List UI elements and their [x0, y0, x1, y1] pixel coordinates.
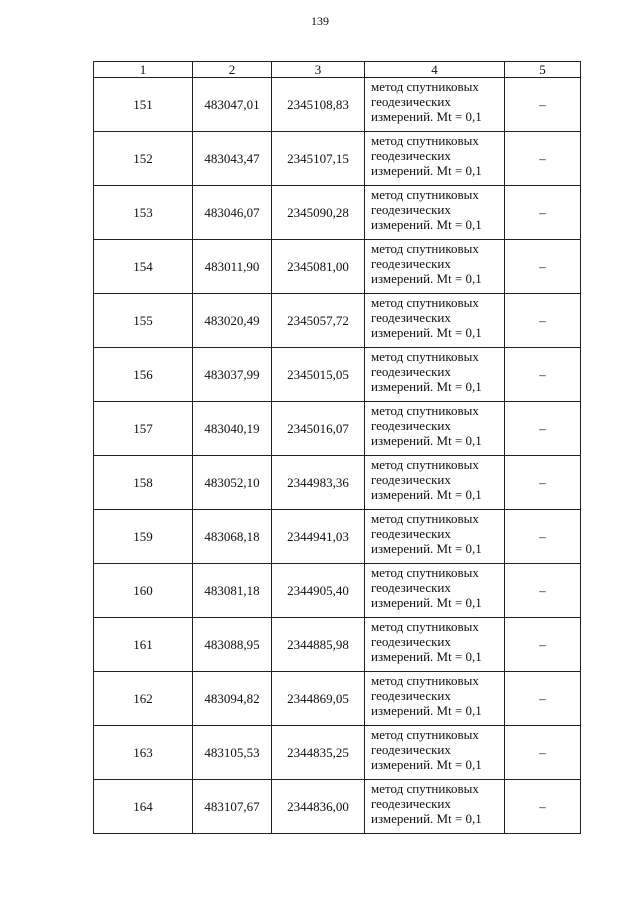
method-line: измерений. Mt = 0,1	[371, 595, 482, 610]
method-line: геодезических	[371, 526, 451, 541]
method-line: измерений. Mt = 0,1	[371, 271, 482, 286]
y-coordinate-cell: 2345057,72	[272, 294, 365, 348]
point-number-cell: 156	[94, 348, 193, 402]
coordinates-table	[93, 61, 581, 834]
note-cell: –	[505, 240, 581, 294]
point-number-cell: 163	[94, 726, 193, 780]
x-coordinate-cell: 483040,19	[193, 402, 272, 456]
method-line: метод спутниковых	[371, 565, 479, 580]
table-row	[94, 348, 581, 402]
x-coordinate-cell: 483047,01	[193, 78, 272, 132]
method-cell	[365, 510, 505, 564]
method-line: измерений. Mt = 0,1	[371, 217, 482, 232]
x-coordinate-cell: 483011,90	[193, 240, 272, 294]
method-line: метод спутниковых	[371, 457, 479, 472]
table-row	[94, 78, 581, 132]
method-cell	[365, 240, 505, 294]
method-cell	[365, 186, 505, 240]
table-row	[94, 402, 581, 456]
page-number: 139	[311, 14, 329, 28]
method-line: геодезических	[371, 472, 451, 487]
method-line: измерений. Mt = 0,1	[371, 487, 482, 502]
point-number-cell: 154	[94, 240, 193, 294]
point-number-cell: 160	[94, 564, 193, 618]
table-row	[94, 510, 581, 564]
method-line: метод спутниковых	[371, 349, 479, 364]
method-line: метод спутниковых	[371, 241, 479, 256]
table-row	[94, 456, 581, 510]
header-cell-5: 5	[505, 62, 581, 78]
method-line: измерений. Mt = 0,1	[371, 163, 482, 178]
method-line: измерений. Mt = 0,1	[371, 541, 482, 556]
point-number-cell: 152	[94, 132, 193, 186]
method-line: измерений. Mt = 0,1	[371, 649, 482, 664]
note-cell: –	[505, 348, 581, 402]
x-coordinate-cell: 483094,82	[193, 672, 272, 726]
note-cell: –	[505, 456, 581, 510]
y-coordinate-cell: 2344836,00	[272, 780, 365, 834]
method-line: геодезических	[371, 796, 451, 811]
method-line: геодезических	[371, 310, 451, 325]
point-number-cell: 151	[94, 78, 193, 132]
y-coordinate-cell: 2344983,36	[272, 456, 365, 510]
y-coordinate-cell: 2345016,07	[272, 402, 365, 456]
x-coordinate-cell: 483046,07	[193, 186, 272, 240]
method-line: геодезических	[371, 148, 451, 163]
x-coordinate-cell: 483107,67	[193, 780, 272, 834]
y-coordinate-cell: 2344835,25	[272, 726, 365, 780]
y-coordinate-cell: 2344905,40	[272, 564, 365, 618]
note-cell: –	[505, 672, 581, 726]
method-line: геодезических	[371, 634, 451, 649]
y-coordinate-cell: 2344885,98	[272, 618, 365, 672]
method-cell	[365, 456, 505, 510]
method-cell	[365, 618, 505, 672]
note-cell: –	[505, 780, 581, 834]
point-number-cell: 164	[94, 780, 193, 834]
method-line: геодезических	[371, 256, 451, 271]
y-coordinate-cell: 2345108,83	[272, 78, 365, 132]
note-cell: –	[505, 186, 581, 240]
method-cell	[365, 132, 505, 186]
table-row	[94, 672, 581, 726]
method-line: метод спутниковых	[371, 511, 479, 526]
note-cell: –	[505, 294, 581, 348]
x-coordinate-cell: 483088,95	[193, 618, 272, 672]
method-line: метод спутниковых	[371, 619, 479, 634]
table-row	[94, 618, 581, 672]
point-number-cell: 157	[94, 402, 193, 456]
y-coordinate-cell: 2344941,03	[272, 510, 365, 564]
method-cell	[365, 780, 505, 834]
note-cell: –	[505, 132, 581, 186]
point-number-cell: 153	[94, 186, 193, 240]
table-row	[94, 726, 581, 780]
method-line: метод спутниковых	[371, 133, 479, 148]
note-cell: –	[505, 618, 581, 672]
method-line: измерений. Mt = 0,1	[371, 757, 482, 772]
table-row	[94, 780, 581, 834]
method-line: геодезических	[371, 364, 451, 379]
point-number-cell: 159	[94, 510, 193, 564]
header-cell-2: 2	[193, 62, 272, 78]
method-line: геодезических	[371, 742, 451, 757]
method-line: метод спутниковых	[371, 727, 479, 742]
point-number-cell: 161	[94, 618, 193, 672]
x-coordinate-cell: 483052,10	[193, 456, 272, 510]
header-cell-1: 1	[94, 62, 193, 78]
method-line: геодезических	[371, 202, 451, 217]
note-cell: –	[505, 510, 581, 564]
method-cell	[365, 726, 505, 780]
x-coordinate-cell: 483020,49	[193, 294, 272, 348]
note-cell: –	[505, 726, 581, 780]
method-cell	[365, 564, 505, 618]
method-line: метод спутниковых	[371, 295, 479, 310]
x-coordinate-cell: 483068,18	[193, 510, 272, 564]
method-cell	[365, 348, 505, 402]
x-coordinate-cell: 483043,47	[193, 132, 272, 186]
x-coordinate-cell: 483105,53	[193, 726, 272, 780]
method-line: геодезических	[371, 94, 451, 109]
note-cell: –	[505, 78, 581, 132]
method-cell	[365, 402, 505, 456]
method-line: метод спутниковых	[371, 79, 479, 94]
method-line: измерений. Mt = 0,1	[371, 811, 482, 826]
x-coordinate-cell: 483037,99	[193, 348, 272, 402]
method-line: измерений. Mt = 0,1	[371, 109, 482, 124]
method-line: измерений. Mt = 0,1	[371, 703, 482, 718]
table-row	[94, 294, 581, 348]
table-row	[94, 186, 581, 240]
x-coordinate-cell: 483081,18	[193, 564, 272, 618]
method-line: геодезических	[371, 580, 451, 595]
method-line: измерений. Mt = 0,1	[371, 379, 482, 394]
point-number-cell: 155	[94, 294, 193, 348]
method-line: метод спутниковых	[371, 403, 479, 418]
y-coordinate-cell: 2344869,05	[272, 672, 365, 726]
method-line: измерений. Mt = 0,1	[371, 325, 482, 340]
table-header-row	[94, 62, 581, 78]
y-coordinate-cell: 2345107,15	[272, 132, 365, 186]
method-line: геодезических	[371, 688, 451, 703]
table-row	[94, 564, 581, 618]
method-line: метод спутниковых	[371, 781, 479, 796]
header-cell-3: 3	[272, 62, 365, 78]
point-number-cell: 158	[94, 456, 193, 510]
y-coordinate-cell: 2345090,28	[272, 186, 365, 240]
method-line: геодезических	[371, 418, 451, 433]
note-cell: –	[505, 564, 581, 618]
method-cell	[365, 672, 505, 726]
table-row	[94, 132, 581, 186]
table-row	[94, 240, 581, 294]
y-coordinate-cell: 2345015,05	[272, 348, 365, 402]
method-cell	[365, 294, 505, 348]
method-cell	[365, 78, 505, 132]
header-cell-4: 4	[365, 62, 505, 78]
method-line: метод спутниковых	[371, 187, 479, 202]
y-coordinate-cell: 2345081,00	[272, 240, 365, 294]
method-line: измерений. Mt = 0,1	[371, 433, 482, 448]
method-line: метод спутниковых	[371, 673, 479, 688]
note-cell: –	[505, 402, 581, 456]
point-number-cell: 162	[94, 672, 193, 726]
